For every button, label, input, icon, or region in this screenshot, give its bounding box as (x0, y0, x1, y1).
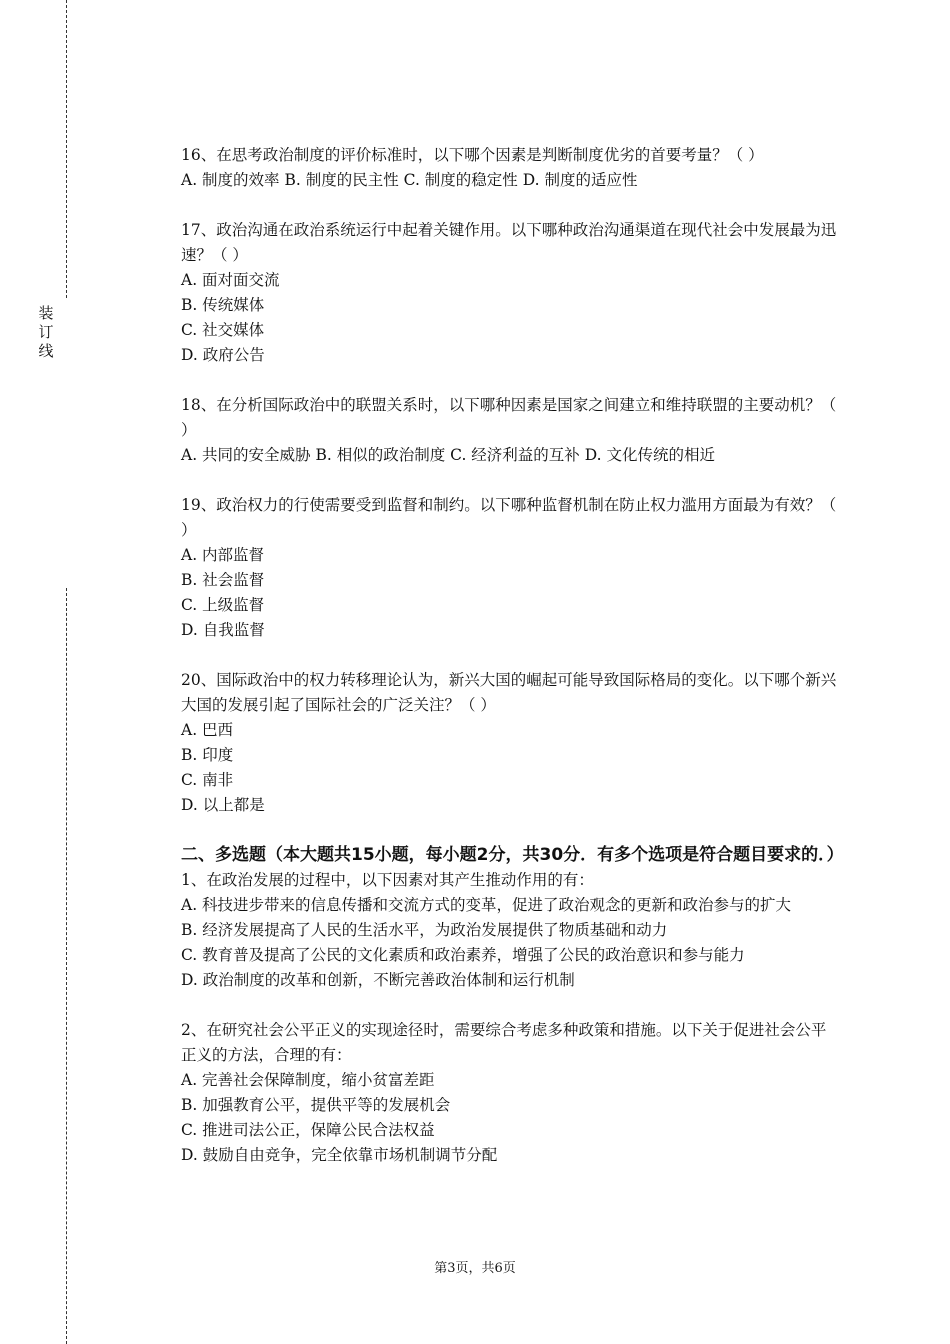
question-stem: 19、政治权力的行使需要受到监督和制约。以下哪种监督机制在防止权力滥用方面最为有效？（ ） (181, 496, 837, 539)
binding-char: 订 (38, 323, 54, 341)
option-c: C. 上级监督 (181, 596, 265, 614)
question-options-inline: A. 共同的安全威胁 B. 相似的政治制度 C. 经济利益的互补 D. 文化传统的相近 (181, 446, 715, 464)
multi-question-2 (181, 1018, 841, 1168)
option-c: C. 社交媒体 (181, 321, 265, 339)
question-stem: 20、国际政治中的权力转移理论认为，新兴大国的崛起可能导致国际格局的变化。以下哪个新兴大国的发展引起了国际社会的广泛关注？（ ） (181, 671, 837, 714)
option-a: A. 巴西 (181, 721, 234, 739)
option-b: B. 传统媒体 (181, 296, 265, 314)
option-b: B. 加强教育公平，提供平等的发展机会 (181, 1096, 451, 1114)
multi-question-1 (181, 868, 841, 993)
option-d: D. 自我监督 (181, 621, 265, 639)
question-stem: 18、在分析国际政治中的联盟关系时，以下哪种因素是国家之间建立和维持联盟的主要动机？（ ） (181, 396, 837, 439)
question-stem: 1、在政治发展的过程中，以下因素对其产生推动作用的有： (181, 871, 594, 889)
option-b: B. 印度 (181, 746, 234, 764)
binding-label (38, 304, 54, 361)
binding-line-top (66, 0, 67, 298)
option-b: B. 经济发展提高了人民的生活水平，为政治发展提供了物质基础和动力 (181, 921, 668, 939)
option-c: C. 推进司法公正，保障公民合法权益 (181, 1121, 435, 1139)
option-a: A. 内部监督 (181, 546, 265, 564)
question-16 (181, 143, 841, 193)
question-17 (181, 218, 841, 368)
option-c: C. 南非 (181, 771, 234, 789)
option-d: D. 鼓励自由竞争，完全依靠市场机制调节分配 (181, 1146, 498, 1164)
option-c: C. 教育普及提高了公民的文化素质和政治素养，增强了公民的政治意识和参与能力 (181, 946, 745, 964)
option-d: D. 以上都是 (181, 796, 265, 814)
option-d: D. 政治制度的改革和创新，不断完善政治体制和运行机制 (181, 971, 575, 989)
section-heading: 二、多选题（本大题共15小题，每小题2分，共30分．有多个选项是符合题目要求的．） (181, 845, 844, 865)
option-a: A. 完善社会保障制度，缩小贫富差距 (181, 1071, 435, 1089)
exam-content (181, 143, 844, 1193)
question-stem: 17、政治沟通在政治系统运行中起着关键作用。以下哪种政治沟通渠道在现代社会中发展最为迅速？（ ） (181, 221, 837, 264)
option-d: D. 政府公告 (181, 346, 265, 364)
binding-char: 装 (38, 304, 54, 322)
option-a: A. 科技进步带来的信息传播和交流方式的变革，促进了政治观念的更新和政治参与的扩大 (181, 896, 792, 914)
question-stem: 16、在思考政治制度的评价标准时，以下哪个因素是判断制度优劣的首要考量？（ ） (181, 146, 764, 164)
question-20 (181, 668, 841, 818)
question-19 (181, 493, 841, 643)
question-options-inline: A. 制度的效率 B. 制度的民主性 C. 制度的稳定性 D. 制度的适应性 (181, 171, 638, 189)
question-stem: 2、在研究社会公平正义的实现途径时，需要综合考虑多种政策和措施。以下关于促进社会公平正义的方法，合理的有： (181, 1021, 827, 1064)
option-a: A. 面对面交流 (181, 271, 280, 289)
question-18 (181, 393, 841, 468)
binding-char: 线 (38, 342, 54, 360)
page-footer: 第3页，共6页 (434, 1261, 516, 1276)
binding-line-bottom (66, 588, 67, 1344)
option-b: B. 社会监督 (181, 571, 265, 589)
